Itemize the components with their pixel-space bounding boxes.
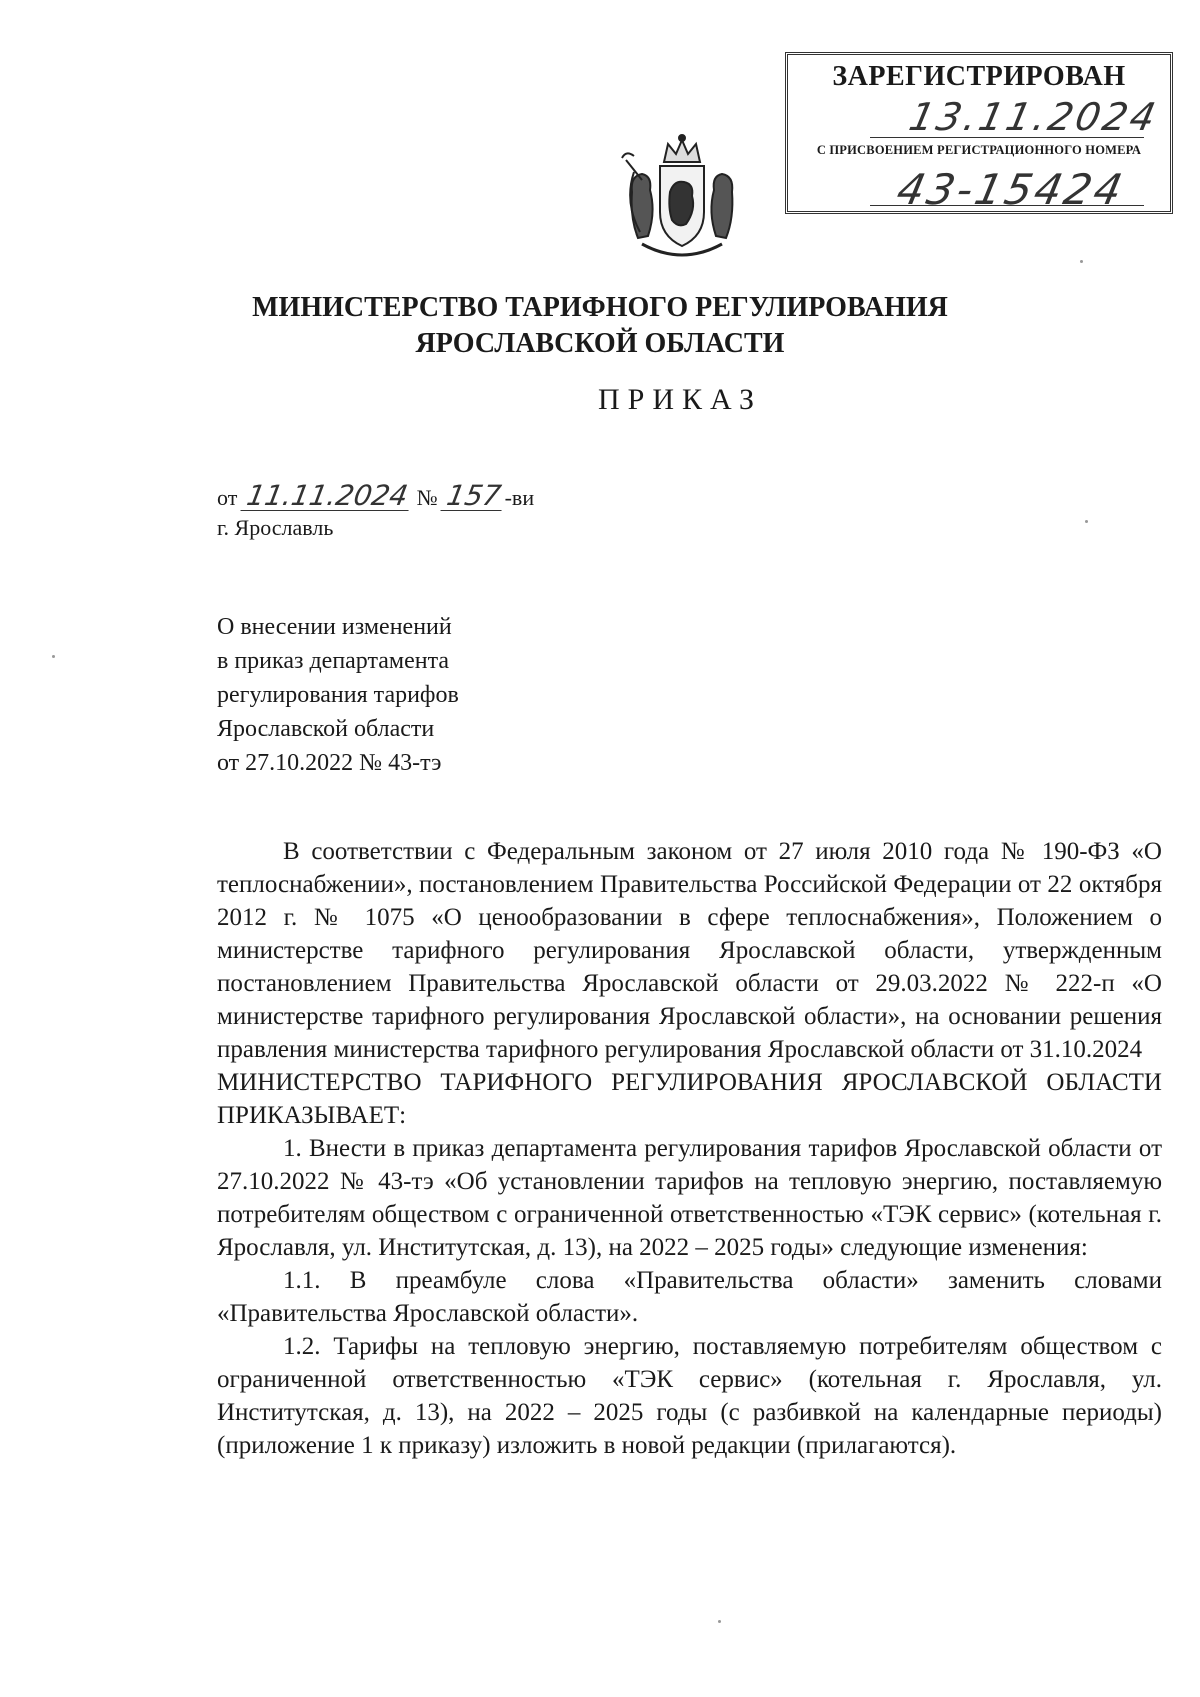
order-date: 11.11.2024: [240, 482, 413, 511]
stamp-number-line: [870, 205, 1144, 206]
subject-line: Ярославской области: [217, 716, 435, 742]
stamp-caption: С ПРИСВОЕНИЕМ РЕГИСТРАЦИОННОГО НОМЕРА: [816, 143, 1142, 157]
subject-line: от 27.10.2022 № 43-тэ: [217, 750, 442, 776]
number-label: №: [416, 485, 438, 510]
order-number: 157: [441, 482, 508, 511]
item-1-1-paragraph: 1.1. В преамбуле слова «Правительства области» заменить словами «Правительства Ярославской области».: [217, 1267, 1162, 1327]
ministry-line-2: ЯРОСЛАВСКОЙ ОБЛАСТИ: [415, 328, 785, 359]
stamp-date: 13.11.2024: [905, 95, 1163, 139]
ministry-line-1: МИНИСТЕРСТВО ТАРИФНОГО РЕГУЛИРОВАНИЯ: [252, 292, 948, 323]
subject-line: О внесении изменений: [217, 614, 452, 640]
registration-stamp: [785, 52, 1173, 214]
stamp-number: 43-15424: [892, 165, 1130, 214]
scan-speck: [1080, 260, 1083, 263]
date-label: от: [217, 485, 238, 510]
ministry-name: [0, 290, 1200, 362]
coat-of-arms-icon: [612, 132, 752, 272]
order-number-suffix: -ви: [504, 485, 535, 510]
stamp-title: ЗАРЕГИСТРИРОВАН: [832, 61, 1126, 92]
subject-line: регулирования тарифов: [217, 682, 459, 708]
scan-speck: [1085, 520, 1088, 523]
document-type: ПРИКАЗ: [598, 383, 762, 416]
preamble-paragraph: В соответствии с Федеральным законом от 27 июля 2010 года № 190-ФЗ «О теплоснабжении», постановлением Правительства Российской Федерации от 22 октября 2012 г. № 1075 «О ценообразовании в сфере теплоснабжения», Положением о министерстве тарифного регулирования Ярославской области, утвержденным постановлением Правительства Ярославской области от 29.03.2022 № 222-п «О министерстве тарифного регулирования Ярославской области», на основании решения правления министерства тарифного регулирования Ярославской области от 31.10.2024: [217, 838, 1162, 1063]
scan-speck: [718, 1620, 721, 1623]
order-body: [217, 835, 1162, 1462]
item-1-paragraph: 1. Внести в приказ департамента регулирования тарифов Ярославской области от 27.10.2022 № 43-тэ «Об установлении тарифов на тепловую энергию, поставляемую потребителям обществом с ограниченной ответственностью «ТЭК сервис» (котельная г. Ярославля, ул. Институтская, д. 13), на 2022 – 2025 годы» следующие изменения:: [217, 1135, 1162, 1261]
scan-speck: [52, 655, 55, 658]
subject-line: в приказ департамента: [217, 648, 450, 674]
order-city: г. Ярославль: [217, 515, 334, 540]
directive-paragraph: МИНИСТЕРСТВО ТАРИФНОГО РЕГУЛИРОВАНИЯ ЯРОСЛАВСКОЙ ОБЛАСТИ ПРИКАЗЫВАЕТ:: [217, 1069, 1162, 1129]
order-subject: [217, 610, 459, 780]
stamp-date-line: [870, 137, 1144, 138]
item-1-2-paragraph: 1.2. Тарифы на тепловую энергию, поставляемую потребителям обществом с ограниченной ответственностью «ТЭК сервис» (котельная г. Ярославля, ул. Институтская, д. 13), на 2022 – 2025 годы (с разбивкой на календарные периоды) (приложение 1 к приказу) изложить в новой редакции (прилагаются).: [217, 1333, 1162, 1459]
order-dateline: [217, 479, 535, 512]
